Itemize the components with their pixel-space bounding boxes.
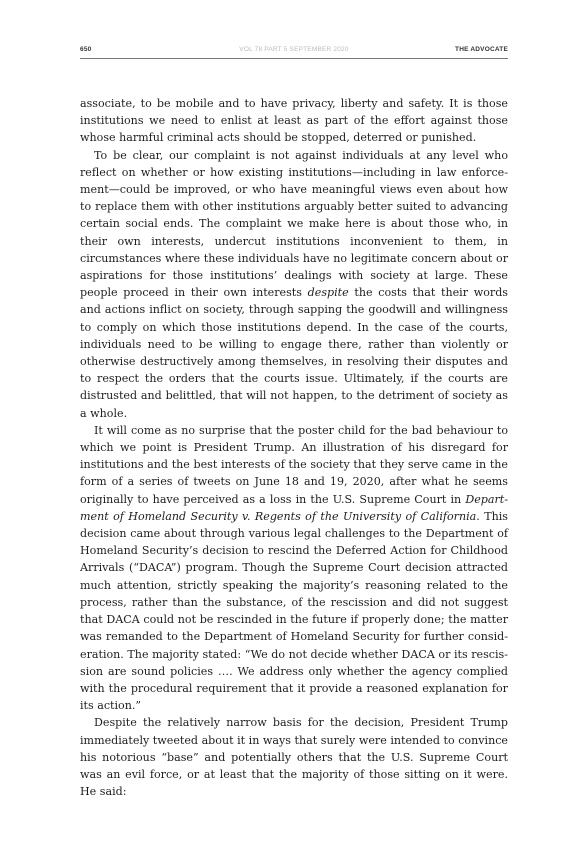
running-header <box>80 45 508 59</box>
article-body <box>80 95 508 800</box>
paragraph <box>80 95 508 147</box>
text-run: To be clear, our complaint is not against individuals at any level who reflect on whether or how existing institutions—including in law enforcement—could be improved, or who have meaningful views even about how to replace them with other institutions arguably better suited to advancing certain social ends. The complaint we make here is about those who, in their own interests, undercut institutions inconvenient to them, in circumstances where these individuals have no legitimate concern about or aspirations for those institutions’ dealings with society at large. These people proceed in their own interests <box>80 148 508 300</box>
text-run: the costs that their words and actions inflict on society, through sapping the goodwill and willingness to comply on which those institutions depend. In the case of the courts, individuals need to be willing to engage there, rather than violently or otherwise destructively among themselves, in resolving their disputes and to respect the orders that the courts issue. Ultimately, if the courts are distrusted and belittled, that will not happen, to the detriment of society as a whole. <box>80 286 508 420</box>
text-run: . This decision came about through various legal challenges to the Department of Homeland Security’s decision to rescind the Deferred Action for Childhood Arrivals (“DACA”) program. Though the Supreme Court decision attracted much attention, strictly speaking the majority’s reasoning related to the process, rather than the substance, of the rescission and did not suggest that DACA could not be rescinded in the future if properly done; the matter was remanded to the Department of Homeland Security for further consideration. The majority stated: “We do not decide whether DACA or its rescission are sound policies …. We address only whether the agency complied with the procedural requirement that it provide a reasoned explanation for its action.” <box>80 509 508 713</box>
text-run: It will come as no surprise that the poster child for the bad behaviour to which we point is President Trump. An illustration of his disregard for institutions and the best interests of the society that they serve came in the form of a series of tweets on June 18 and 19, 2020, after what he seems originally to have perceived as a loss in the U.S. Supreme Court in <box>80 423 508 506</box>
journal-title: THE ADVOCATE <box>455 46 508 53</box>
italic-text-run: despite <box>307 286 349 300</box>
paragraph <box>80 422 508 714</box>
journal-volume-info: VOL 78 PART 5 SEPTEMBER 2020 <box>239 46 349 53</box>
page-number: 650 <box>80 46 92 53</box>
paragraph <box>80 714 508 800</box>
paragraph <box>80 147 508 422</box>
text-run: associate, to be mobile and to have privacy, liberty and safety. It is those institutions we need to enlist at least as part of the effort against those whose harmful criminal acts should be stopped, deterred or punished. <box>80 97 508 145</box>
case-name-italic: Department of Homeland Security v. Regents of the University of California <box>80 492 508 523</box>
text-run: Despite the relatively narrow basis for the decision, President Trump immediately tweeted about it in ways that surely were intended to convince his notorious “base” and potentially others that the U.S. Supreme Court was an evil force, or at least that the majority of those sitting on it were. He said: <box>80 716 508 799</box>
header-rule <box>80 58 508 59</box>
